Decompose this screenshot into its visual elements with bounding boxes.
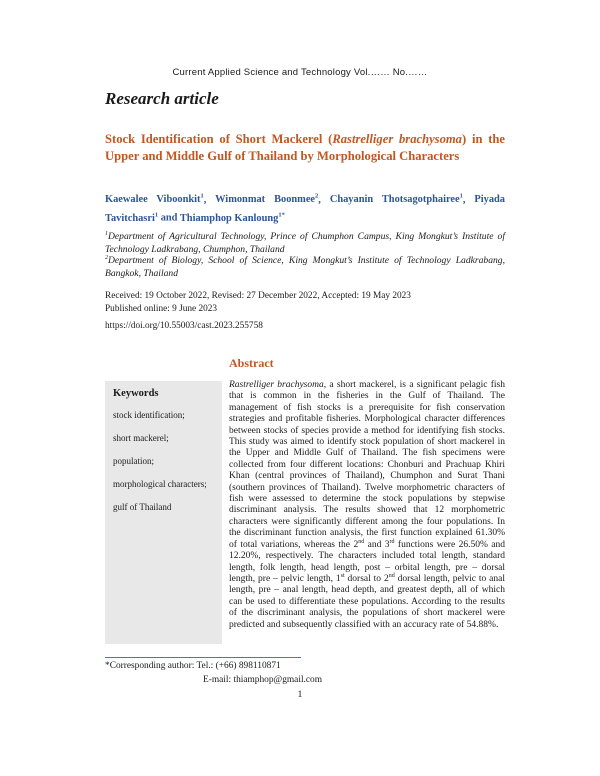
title-part-1: Stock Identification of Short Mackerel ( [105,132,333,146]
title-part-2: ) in the Upper and Middle Gulf of Thailand by Morphological Characters [105,132,506,163]
keyword-item: gulf of Thailand [113,501,172,512]
author: Kaewalee Viboonkit$^1$ [105,193,204,206]
keywords-list [113,410,219,524]
corresponding-author: *Corresponding author: Tel.: (+66) 898110871 [105,661,281,671]
corresponding-email[interactable]: E-mail: thiamphop@gmail.com [203,675,323,685]
author: Wimonmat Boonmee$^2$ [215,193,319,206]
author: Thiamphop Kanloung$^{1*}$ [179,211,285,224]
page-number: 1 [297,689,303,700]
received-dates: Received: 19 October 2022, Revised: 27 December 2022, Accepted: 19 May 2023 [105,291,411,301]
journal-header: Current Applied Science and Technology Vol.…… No.…… [172,67,428,78]
keyword-item: population; [113,455,154,466]
footnote-divider [105,657,301,658]
publication-dates [105,290,411,315]
doi-link[interactable]: https://doi.org/10.55003/cast.2023.255758 [105,321,263,331]
keyword-item: short mackerel; [113,432,169,443]
keywords-title: Keywords [113,388,159,399]
affiliation-1: $^1$Department of Agricultural Technology, Prince of Chumphon Campus, King Mongkut’s Institute of Technology Ladkrabang, Chumphon, Thailand [105,231,505,256]
author: Piyada Tavitchasri$^1$ [105,194,506,224]
abstract-body: Rastrelliger brachysoma, a short mackerel, is a significant pelagic fish that is common in the fisheries in the Gulf of Thailand. The management of fish stocks is a prerequisite for fish conservation strategies and profitable fisheries. Morphological character differences between stocks of species provide a method for identifying fish stocks. This study was aimed to identify stock population of short mackerel in the Upper and Middle Gulf of Thailand. The fish specimens were collected from four different locations: Chonburi and Prachuap Khiri Khan (central provinces of Thailand), Chumphon and Surat Thani (southern provinces of Thailand). Twelve morphometric characters of fish were assessed to determine the stock populations by stepwise discriminant analysis. The results showed that 12 morphometric characters were significantly different among the four populations. In the discriminant function analysis, the first function explained 61.30% of total variations, whereas the 2nd and 3rd functions were 26.50% and 12.20%, respectively. The characters included total length, standard length, folk length, head length, post – orbital length, pre – dorsal length, pre – pelvic length, 1st dorsal to 2nd dorsal length, pelvic to anal length, pre – anal length, head depth, and greatest depth, all of which can be used to differentiate these populations. According to the results of the discriminant analysis, the populations of short mackerel were predicted and subsequently classified with an accuracy rate of 54.88%. [229,380,505,630]
keyword-item: stock identification; [113,410,185,420]
abstract-species: Rastrelliger brachysoma [229,380,324,390]
author: Chayanin Thotsagotphairee$^1$ [329,193,463,206]
affiliation-2: $^2$Department of Biology, School of Science, King Mongkut’s Institute of Technology Ladkrabang, Bangkok, Thailand [105,255,505,280]
author-list: Kaewalee Viboonkit$^1$, Wimonmat Boonmee$^2$, Chayanin Thotsagotphairee$^1$, Piyada Tavitchasri$^1$ and Thiamphop Kanloung$^{1*}$ [105,193,506,224]
paper-title [105,131,505,164]
published-online: Published online: 9 June 2023 [105,303,218,314]
keyword-item: morphological characters; [113,478,207,489]
article-type: Research article [105,89,219,108]
title-species: Rastrelliger brachysoma [332,132,462,146]
abstract-heading: Abstract [229,356,274,370]
